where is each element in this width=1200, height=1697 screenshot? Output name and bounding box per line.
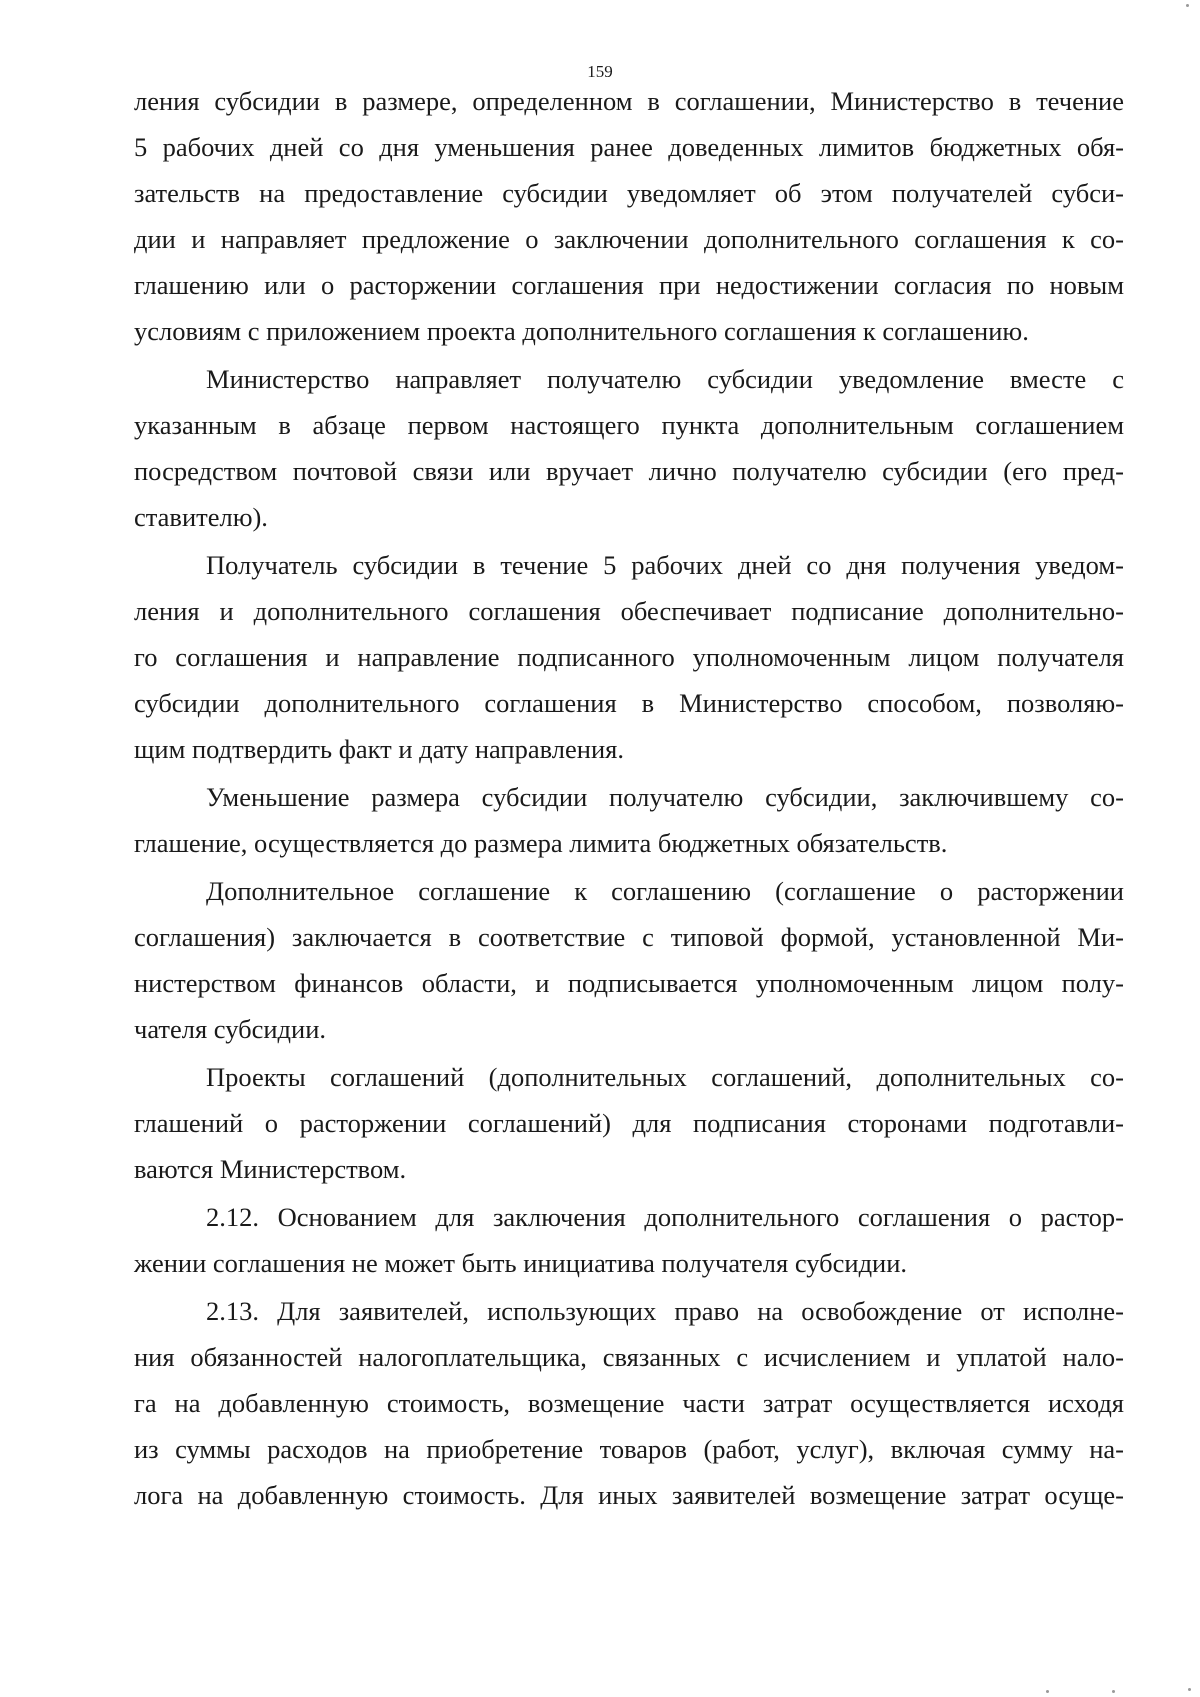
text-line: соглашения) заключается в соответствие с типовой формой, установленной Ми- [134,922,1124,952]
text-line: ваются Министерством. [134,1154,407,1184]
text-line: из суммы расходов на приобретение товаров (работ, услуг), включая сумму на- [134,1434,1124,1464]
text-line: 2.13. Для заявителей, использующих право на освобождение от исполне- [206,1296,1124,1326]
scan-speck [1046,1690,1049,1693]
paragraph [134,78,1124,354]
text-line: ставителю). [134,502,268,532]
text-line: га на добавленную стоимость, возмещение части затрат осуществляется исходя [134,1388,1124,1418]
text-line: глашений о расторжении соглашений) для подписания сторонами подготавли- [134,1108,1124,1138]
text-line: глашение, осуществляется до размера лимита бюджетных обязательств. [134,828,948,858]
text-line: жении соглашения не может быть инициатива получателя субсидии. [134,1248,908,1278]
scan-speck [1112,1690,1115,1693]
text-line: зательств на предоставление субсидии уведомляет об этом получателей субси- [134,178,1124,208]
text-line: условиям с приложением проекта дополнительного соглашения к соглашению. [134,316,1029,346]
text-line: субсидии дополнительного соглашения в Министерство способом, позволяю- [134,688,1124,718]
scan-speck [1186,4,1189,7]
paragraph [134,542,1124,772]
text-line: Проекты соглашений (дополнительных соглашений, дополнительных со- [206,1062,1124,1092]
text-line: нистерством финансов области, и подписывается уполномоченным лицом полу- [134,968,1124,998]
text-line: щим подтвердить факт и дату направления. [134,734,624,764]
paragraph [134,774,1124,866]
text-line: ления и дополнительного соглашения обеспечивает подписание дополнительно- [134,596,1124,626]
paragraph [134,1194,1124,1286]
page-number: 159 [587,62,613,81]
text-line: ления субсидии в размере, определенном в соглашении, Министерство в течение [134,86,1124,116]
text-line: 2.12. Основанием для заключения дополнительного соглашения о растор- [206,1202,1124,1232]
text-line: Дополнительное соглашение к соглашению (соглашение о расторжении [206,876,1124,906]
scan-speck [1188,1688,1191,1691]
paragraph [134,1054,1124,1192]
text-line: Уменьшение размера субсидии получателю субсидии, заключившему со- [206,782,1124,812]
text-line: го соглашения и направление подписанного уполномоченным лицом получателя [134,642,1124,672]
paragraph [134,1288,1124,1518]
text-line: чателя субсидии. [134,1014,326,1044]
document-body [134,78,1124,1520]
text-line: дии и направляет предложение о заключении дополнительного соглашения к со- [134,224,1124,254]
text-line: лога на добавленную стоимость. Для иных заявителей возмещение затрат осуще- [134,1480,1124,1510]
text-line: Получатель субсидии в течение 5 рабочих дней со дня получения уведом- [206,550,1124,580]
text-line: глашению или о расторжении соглашения при недостижении согласия по новым [134,270,1124,300]
paragraph [134,356,1124,540]
text-line: Министерство направляет получателю субсидии уведомление вместе с [206,364,1124,394]
paragraph [134,868,1124,1052]
text-line: посредством почтовой связи или вручает лично получателю субсидии (его пред- [134,456,1124,486]
text-line: 5 рабочих дней со дня уменьшения ранее доведенных лимитов бюджетных обя- [134,132,1124,162]
text-line: указанным в абзаце первом настоящего пункта дополнительным соглашением [134,410,1124,440]
text-line: ния обязанностей налогоплательщика, связанных с исчислением и уплатой нало- [134,1342,1124,1372]
